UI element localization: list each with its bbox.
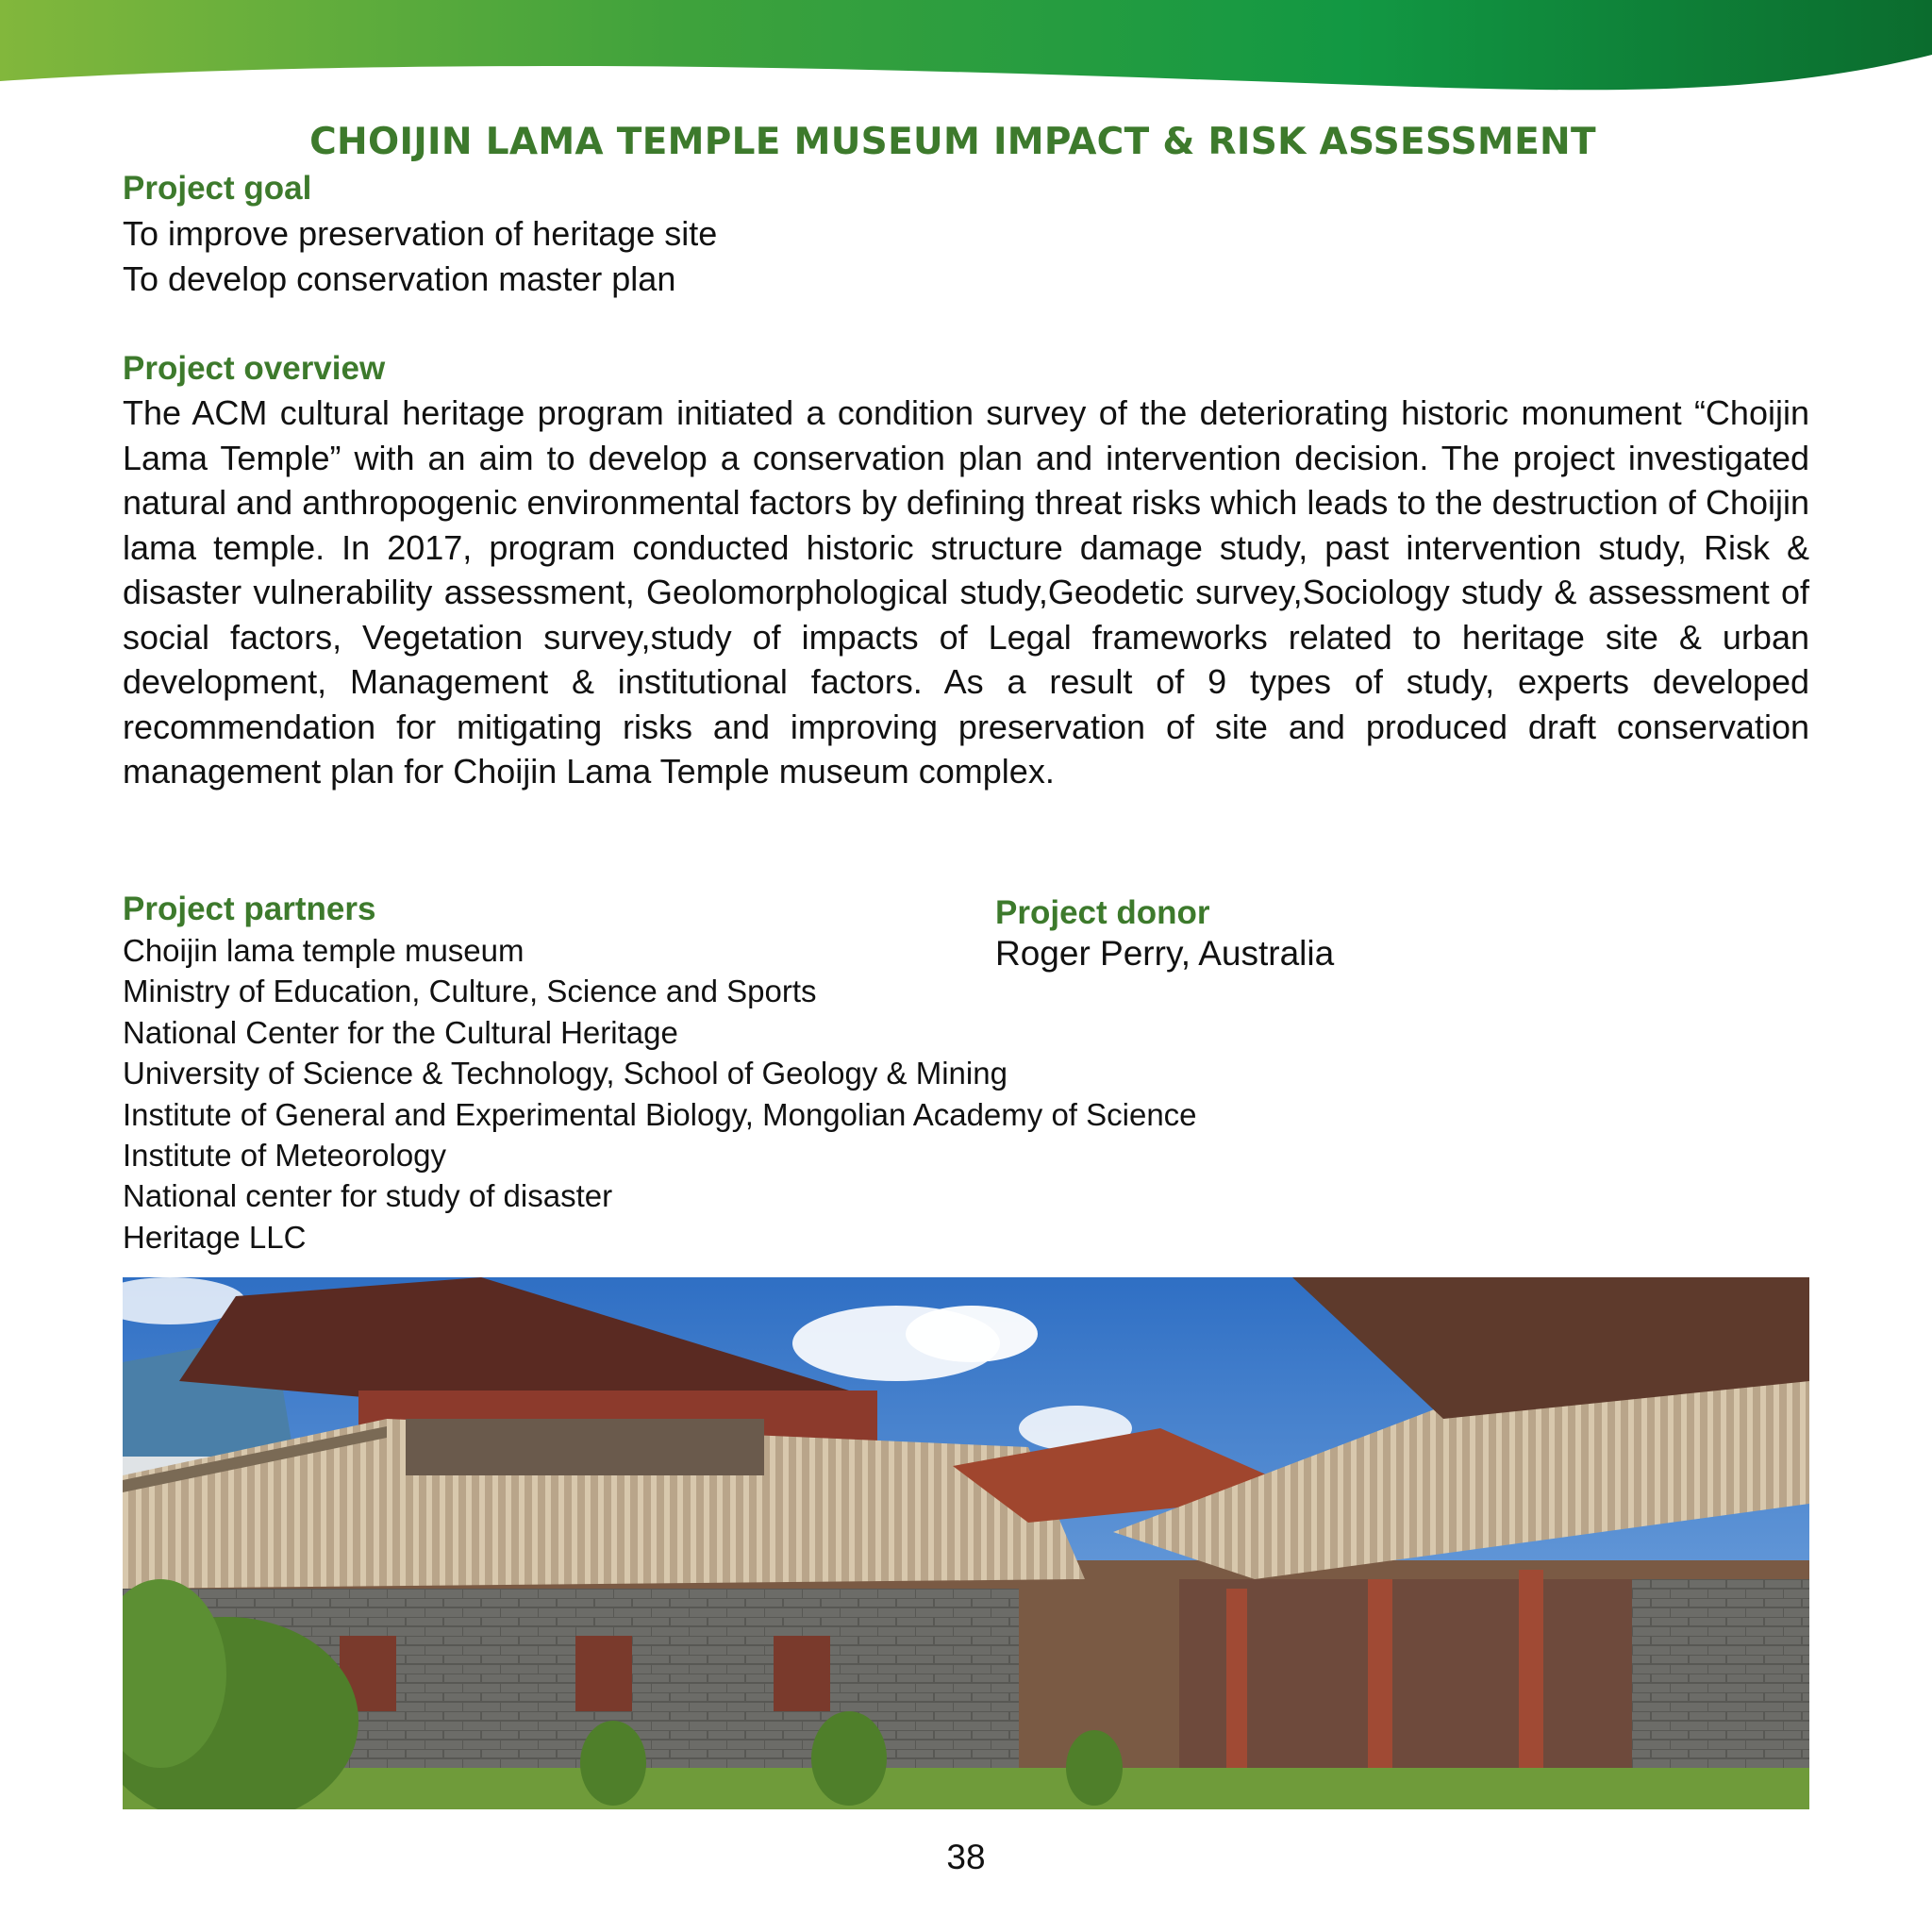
partner-item: National center for study of disaster [123,1178,613,1214]
partner-item: University of Science & Technology, School of Geology & Mining [123,1056,1008,1091]
donor-heading: Project donor [995,894,1210,931]
partners-list [123,930,1197,1257]
partner-item: National Center for the Cultural Heritage [123,1014,678,1050]
overview-heading: Project overview [123,350,386,387]
goal-line-1: To improve preservation of heritage site [123,214,718,253]
partners-heading: Project partners [123,891,376,927]
header-banner [0,0,1932,104]
partner-item: Institute of General and Experimental Biology, Mongolian Academy of Science [123,1096,1197,1132]
partner-item: Ministry of Education, Culture, Science and Sports [123,974,817,1009]
partner-item: Institute of Meteorology [123,1138,447,1174]
goal-heading: Project goal [123,170,312,207]
goal-line-2: To develop conservation master plan [123,259,676,298]
temple-photo [123,1277,1809,1809]
overview-paragraph: The ACM cultural heritage program initiated a condition survey of the deteriorating historic monument “Choijin Lama Temple” with an aim to develop a conservation plan and intervention decision. The project investigated natural and anthropogenic environmental factors by defining threat risks which leads to the destruction of Choijin lama temple. In 2017, program conducted historic structure damage study, past intervention study, Risk & disaster vulnerability assessment, Geolomorphological study,Geodetic survey,Sociology study & assessment of social factors, Vegetation survey,study of impacts of Legal frameworks related to heritage site & urban development, Management & institutional factors. As a result of 9 types of study, experts developed recommendation for mitigating risks and improving preservation of site and produced draft conservation management plan for Choijin Lama Temple museum complex. [123,393,1809,791]
donor-name: Roger Perry, Australia [995,934,1335,973]
partner-item: Choijin lama temple museum [123,933,525,968]
page-title: CHOIJIN LAMA TEMPLE MUSEUM IMPACT & RISK ASSESSMENT [309,121,1596,164]
page-number: 38 [946,1838,986,1876]
partner-item: Heritage LLC [123,1219,307,1255]
